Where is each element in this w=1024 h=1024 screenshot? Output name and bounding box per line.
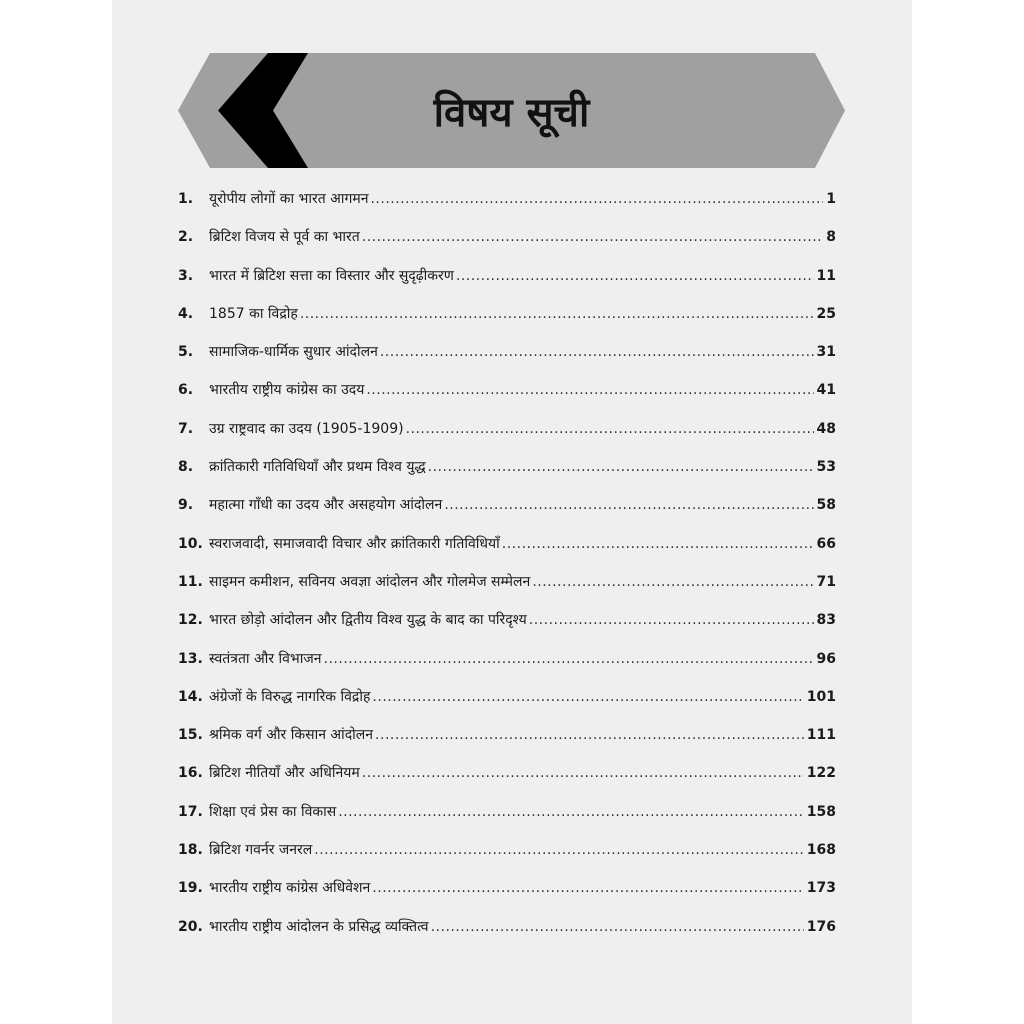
toc-entry-page: 11 [816, 267, 836, 284]
toc-entry-title: स्वराजवादी, समाजवादी विचार और क्रांतिकारी गतिविधियाँ [209, 535, 500, 552]
toc-entry-title: भारत में ब्रिटिश सत्ता का विस्तार और सुदृढ़ीकरण [209, 267, 454, 284]
toc-entry[interactable] [178, 457, 836, 495]
toc-entry-page: 8 [826, 229, 836, 246]
toc-entry-title: क्रांतिकारी गतिविधियाँ और प्रथम विश्व युद्ध [209, 459, 426, 476]
dot-leader [529, 612, 814, 628]
toc-entry[interactable] [178, 687, 836, 725]
toc-entry-page: 66 [816, 535, 836, 552]
toc-entry[interactable] [178, 878, 836, 916]
toc-entry-page: 25 [816, 305, 836, 322]
toc-entry[interactable] [178, 380, 836, 418]
dot-leader [370, 191, 823, 207]
toc-entry[interactable] [178, 342, 836, 380]
toc-entry[interactable] [178, 610, 836, 648]
dot-leader [338, 804, 804, 820]
toc-entry-number: 5. [178, 344, 194, 361]
toc-entry[interactable] [178, 649, 836, 687]
toc-entry[interactable] [178, 266, 836, 304]
toc-entry-number: 10. [178, 535, 203, 552]
toc-entry-title: भारतीय राष्ट्रीय आंदोलन के प्रसिद्ध व्यक्तित्व [209, 918, 429, 935]
toc-entry-title: भारत छोड़ो आंदोलन और द्वितीय विश्व युद्ध के बाद का परिदृश्य [209, 612, 527, 629]
toc-entry-number: 4. [178, 305, 194, 322]
toc-entry[interactable] [178, 763, 836, 801]
toc-entry[interactable] [178, 419, 836, 457]
toc-entry[interactable] [178, 917, 836, 955]
toc-entry-page: 83 [816, 612, 836, 629]
toc-entry-title: ब्रिटिश नीतियाँ और अधिनियम [209, 765, 360, 782]
toc-entry-title: भारतीय राष्ट्रीय कांग्रेस अधिवेशन [209, 880, 371, 897]
toc-entry-number: 8. [178, 459, 194, 476]
dot-leader [431, 919, 804, 935]
toc-entry-page: 1 [826, 191, 836, 207]
toc-entry-page: 48 [816, 420, 836, 437]
toc-entry-page: 158 [806, 803, 836, 820]
dot-leader [502, 536, 814, 552]
toc-entry-title: साइमन कमीशन, सविनय अवज्ञा आंदोलन और गोलमेज सम्मेलन [209, 573, 531, 590]
dot-leader [532, 574, 813, 590]
toc-entry-number: 17. [178, 803, 203, 820]
toc-entry-title: उग्र राष्ट्रवाद का उदय (1905-1909) [209, 420, 404, 437]
toc-entry[interactable] [178, 572, 836, 610]
dot-leader [314, 842, 804, 858]
toc-entry-page: 101 [806, 688, 836, 705]
toc-entry-number: 20. [178, 918, 203, 935]
toc-entry-page: 71 [816, 573, 836, 590]
toc-entry-number: 18. [178, 842, 203, 859]
dot-leader [372, 689, 803, 705]
toc-entry-number: 14. [178, 688, 203, 705]
dot-leader [324, 651, 814, 667]
toc-entry-title: अंग्रेजों के विरुद्ध नागरिक विद्रोह [209, 688, 371, 705]
toc-entry-number: 12. [178, 612, 203, 629]
dot-leader [380, 344, 814, 360]
toc-entry-number: 19. [178, 880, 203, 897]
toc-entry-title: स्वतंत्रता और विभाजन [209, 650, 322, 667]
table-of-contents [178, 189, 836, 955]
toc-entry-number: 15. [178, 727, 203, 744]
toc-entry-title: यूरोपीय लोगों का भारत आगमन [209, 191, 369, 207]
toc-entry-page: 96 [816, 650, 836, 667]
toc-entry-number: 3. [178, 267, 194, 284]
toc-entry-page: 122 [806, 765, 836, 782]
dot-leader [406, 421, 814, 437]
toc-entry-page: 53 [816, 459, 836, 476]
dot-leader [375, 727, 804, 743]
toc-entry-title: सामाजिक-धार्मिक सुधार आंदोलन [209, 344, 378, 361]
dot-leader [366, 382, 813, 398]
dot-leader [456, 268, 814, 284]
toc-entry-number: 16. [178, 765, 203, 782]
toc-entry[interactable] [178, 802, 836, 840]
toc-entry-title: शिक्षा एवं प्रेस का विकास [209, 803, 337, 820]
toc-entry-page: 58 [816, 497, 836, 514]
toc-entry-number: 1. [178, 191, 194, 207]
toc-entry[interactable] [178, 227, 836, 265]
toc-entry-page: 173 [806, 880, 836, 897]
dot-leader [444, 497, 813, 513]
toc-entry-number: 11. [178, 573, 203, 590]
toc-entry-page: 41 [816, 382, 836, 399]
toc-entry-title: ब्रिटिश गवर्नर जनरल [209, 842, 313, 859]
toc-entry[interactable] [178, 725, 836, 763]
toc-entry-page: 168 [806, 842, 836, 859]
toc-entry[interactable] [178, 495, 836, 533]
dot-leader [362, 765, 804, 781]
page-title: विषय सूची [433, 90, 590, 136]
toc-entry-title: महात्मा गाँधी का उदय और असहयोग आंदोलन [209, 497, 443, 514]
dot-leader [428, 459, 814, 475]
toc-entry-title: ब्रिटिश विजय से पूर्व का भारत [209, 229, 360, 246]
toc-entry-number: 6. [178, 382, 194, 399]
toc-entry-title: श्रमिक वर्ग और किसान आंदोलन [209, 727, 374, 744]
toc-entry-page: 176 [806, 918, 836, 935]
toc-entry[interactable] [178, 840, 836, 878]
toc-entry-page: 111 [806, 727, 836, 744]
toc-entry-title: भारतीय राष्ट्रीय कांग्रेस का उदय [209, 382, 365, 399]
toc-entry-number: 9. [178, 497, 194, 514]
dot-leader [372, 880, 803, 896]
dot-leader [300, 306, 814, 322]
toc-entry[interactable] [178, 304, 836, 342]
toc-entry-number: 7. [178, 420, 194, 437]
toc-entry-number: 2. [178, 229, 194, 246]
toc-entry-number: 13. [178, 650, 203, 667]
toc-entry[interactable] [178, 189, 836, 227]
dot-leader [362, 229, 824, 245]
toc-entry[interactable] [178, 534, 836, 572]
toc-entry-page: 31 [816, 344, 836, 361]
toc-entry-title: 1857 का विद्रोह [209, 305, 298, 322]
